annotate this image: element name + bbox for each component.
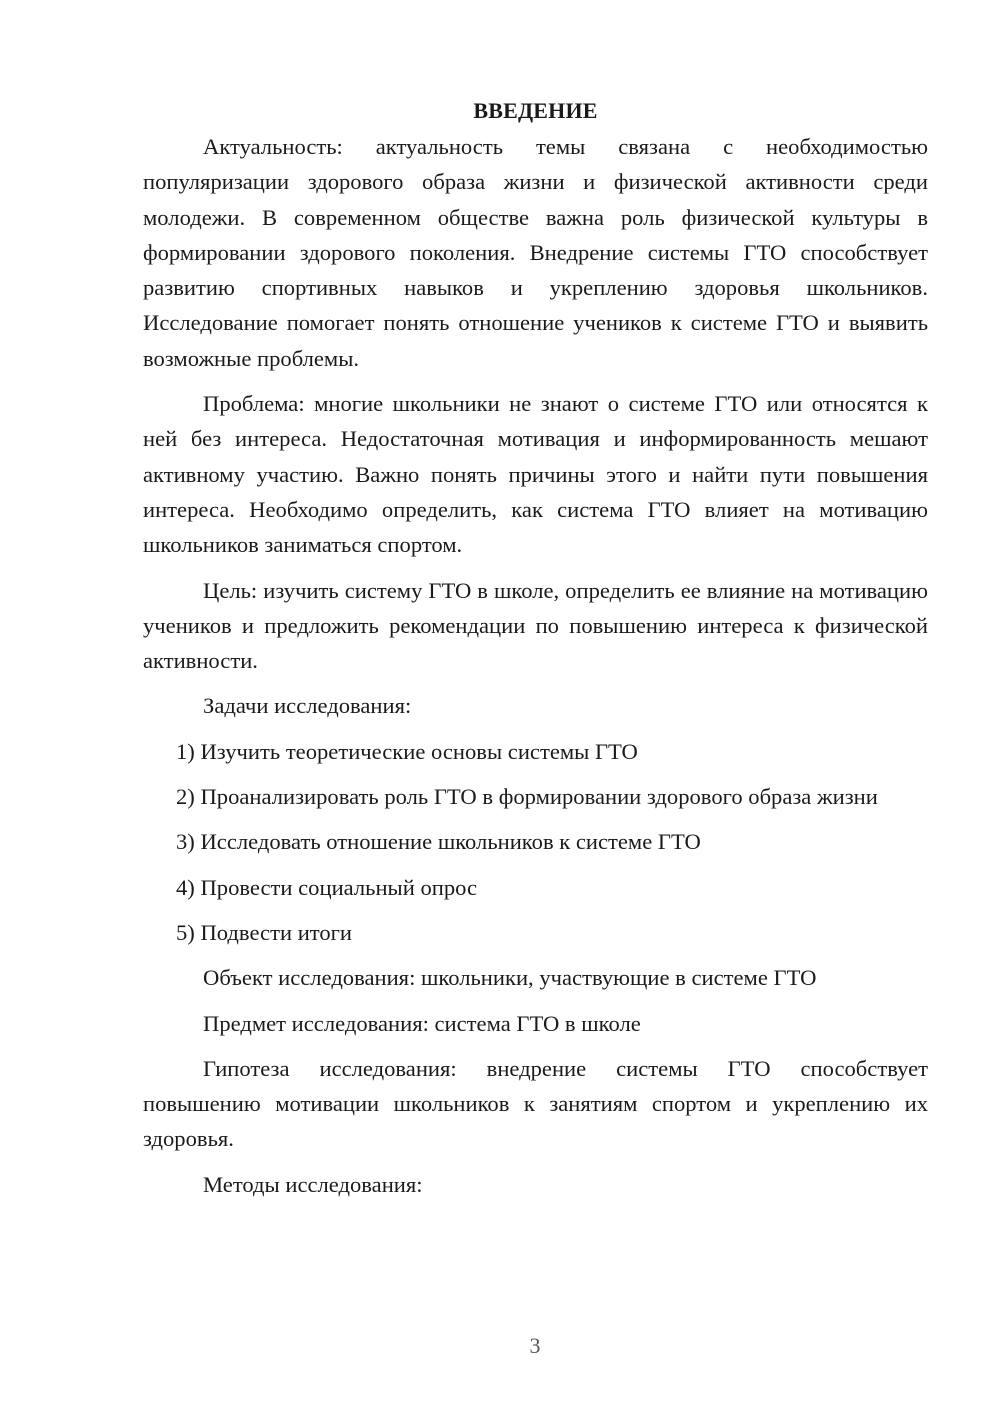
- hypothesis-paragraph: Гипотеза исследования: внедрение системы ГТО способствует повышению мотивации школьников к занятиям спортом и укреплению их здоровья.: [143, 1055, 928, 1152]
- tasks-list: [143, 734, 928, 950]
- list-item: 2) Проанализировать роль ГТО в формировании здорового образа жизни: [176, 784, 878, 810]
- page-number: 3: [529, 1333, 541, 1358]
- list-item: 1) Изучить теоретические основы системы ГТО: [176, 738, 638, 764]
- list-item: 4) Провести социальный опрос: [176, 874, 478, 900]
- document-page: [143, 92, 928, 1202]
- list-item: 5) Подвести итоги: [176, 919, 353, 945]
- problem-paragraph: Проблема: многие школьники не знают о системе ГТО или относятся к ней без интереса. Недостаточная мотивация и информированность мешают активному участию. Важно понять причины этого и найти пути повышения интереса. Необходимо определить, как система ГТО влияет на мотивацию школьников заниматься спортом.: [143, 391, 928, 558]
- goal-paragraph: Цель: изучить систему ГТО в школе, определить ее влияние на мотивацию учеников и предложить рекомендации по повышению интереса к физической активности.: [143, 577, 928, 674]
- tasks-heading: Задачи исследования:: [203, 693, 412, 719]
- relevance-paragraph: Актуальность: актуальность темы связана с необходимостью популяризации здорового образа жизни и физической активности среди молодежи. В современном обществе важна роль физической культуры в формировании здорового поколения. Внедрение системы ГТО способствует развитию спортивных навыков и укреплению здоровья школьников. Исследование помогает понять отношение учеников к системе ГТО и выявить возможные проблемы.: [143, 134, 928, 371]
- subject-paragraph: Предмет исследования: система ГТО в школе: [203, 1010, 641, 1036]
- section-title: ВВЕДЕНИЕ: [473, 98, 598, 123]
- list-item: 3) Исследовать отношение школьников к системе ГТО: [176, 829, 701, 855]
- object-paragraph: Объект исследования: школьники, участвующие в системе ГТО: [203, 965, 817, 991]
- methods-heading: Методы исследования:: [203, 1171, 423, 1197]
